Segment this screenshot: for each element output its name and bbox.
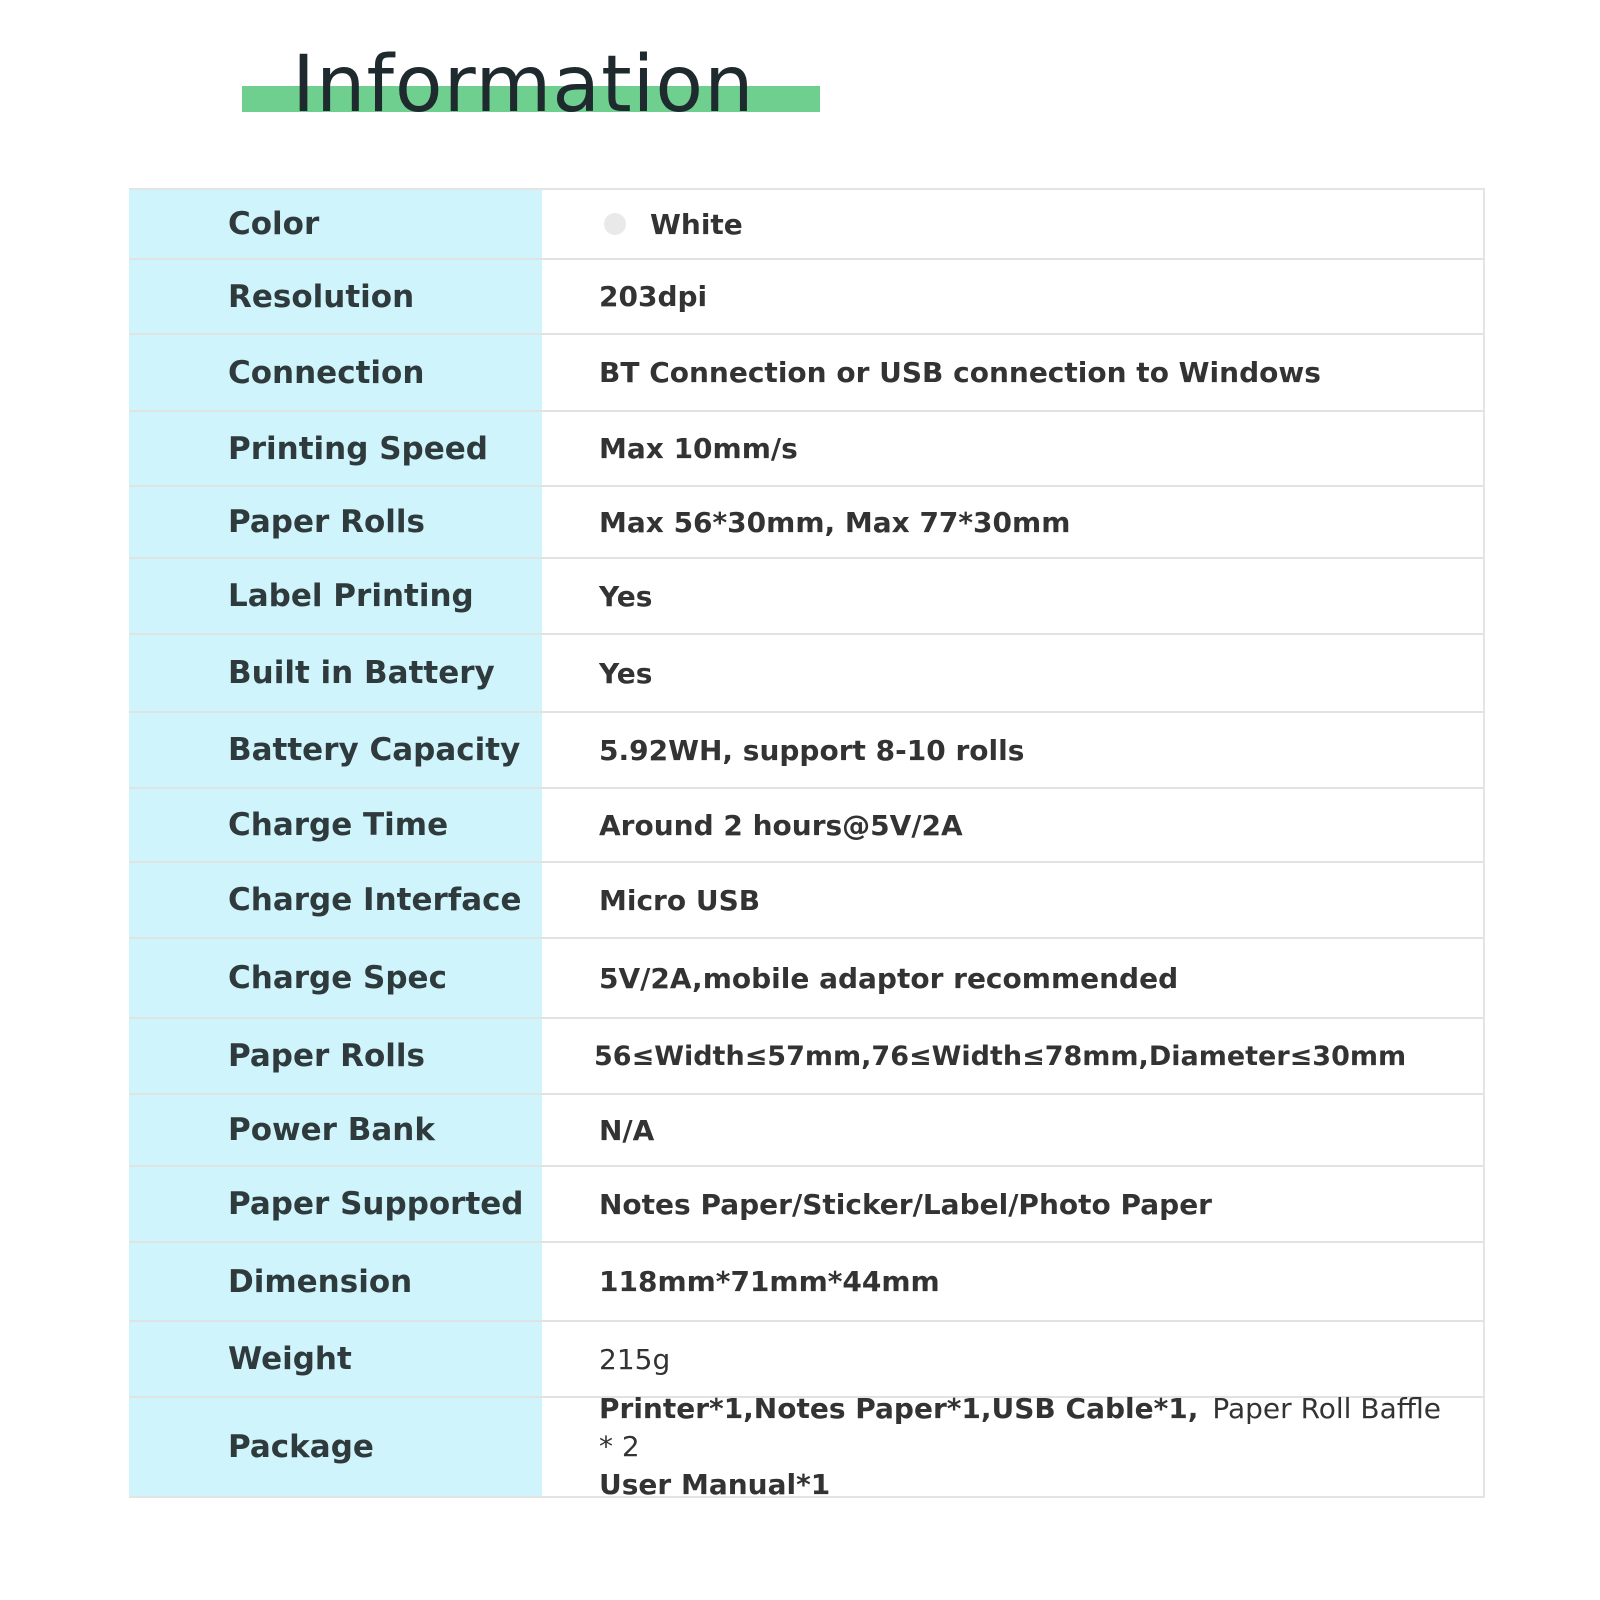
spec-value: Notes Paper/Sticker/Label/Photo Paper [542,1167,1483,1241]
spec-value: Yes [542,635,1483,711]
package-baffle: Paper Roll Baffle * 2 [599,1392,1442,1463]
spec-label: Printing Speed [129,412,542,485]
spec-label: Battery Capacity [129,713,542,787]
spec-row-resolution [129,260,1483,335]
spec-row-label-printing [129,559,1483,635]
spec-value: Max 56*30mm, Max 77*30mm [542,487,1483,557]
spec-row-connection [129,335,1483,412]
spec-row-charge-interface [129,863,1483,939]
spec-label: Charge Spec [129,939,542,1017]
spec-value: N/A [542,1095,1483,1165]
spec-row-dimension [129,1243,1483,1322]
spec-row-package [129,1392,1483,1501]
spec-label: Paper Supported [129,1167,542,1241]
package-line-1 [599,1390,1463,1466]
spec-label: Built in Battery [129,635,542,711]
spec-value: 215g [542,1322,1483,1396]
spec-value: Micro USB [542,863,1483,937]
spec-row-printing-speed [129,412,1483,487]
spec-table [129,188,1485,1501]
spec-row-paper-rolls-size [129,1019,1483,1095]
title-block [242,40,822,130]
spec-label: Weight [129,1322,542,1396]
spec-row-charge-spec [129,939,1483,1019]
white-color-swatch-icon [604,213,626,235]
spec-label: Resolution [129,260,542,333]
spec-value: 5V/2A,mobile adaptor recommended [542,939,1483,1017]
spec-value: 118mm*71mm*44mm [542,1243,1483,1320]
spec-value [542,190,1483,258]
spec-value: 56≤Width≤57mm,76≤Width≤78mm,Diameter≤30mm [542,1019,1483,1093]
spec-value: 5.92WH, support 8-10 rolls [542,713,1483,787]
spec-label: Label Printing [129,559,542,633]
package-line-2: User Manual*1 [599,1468,831,1501]
spec-row-color [129,190,1483,260]
spec-value: Yes [542,559,1483,633]
spec-row-paper-rolls [129,487,1483,559]
spec-row-paper-supported [129,1167,1483,1243]
spec-label: Package [129,1398,542,1496]
spec-value: 203dpi [542,260,1483,333]
page-title: Information [292,40,755,130]
spec-label: Dimension [129,1243,542,1320]
spec-value-text: White [650,207,743,241]
spec-row-weight [129,1322,1483,1398]
spec-label: Paper Rolls [129,1019,542,1093]
spec-value: Max 10mm/s [542,412,1483,485]
spec-label: Power Bank [129,1095,542,1165]
spec-label: Color [129,190,542,258]
spec-row-battery-capacity [129,713,1483,789]
spec-row-power-bank [129,1095,1483,1167]
package-items: Printer*1,Notes Paper*1,USB Cable*1, [599,1392,1199,1425]
spec-row-built-in-battery [129,635,1483,713]
spec-label: Connection [129,335,542,410]
spec-value: Around 2 hours@5V/2A [542,789,1483,861]
spec-value: BT Connection or USB connection to Windows [542,335,1483,410]
spec-label: Charge Time [129,789,542,861]
spec-label: Charge Interface [129,863,542,937]
spec-value [542,1392,1483,1501]
spec-row-charge-time [129,789,1483,863]
spec-label: Paper Rolls [129,487,542,557]
